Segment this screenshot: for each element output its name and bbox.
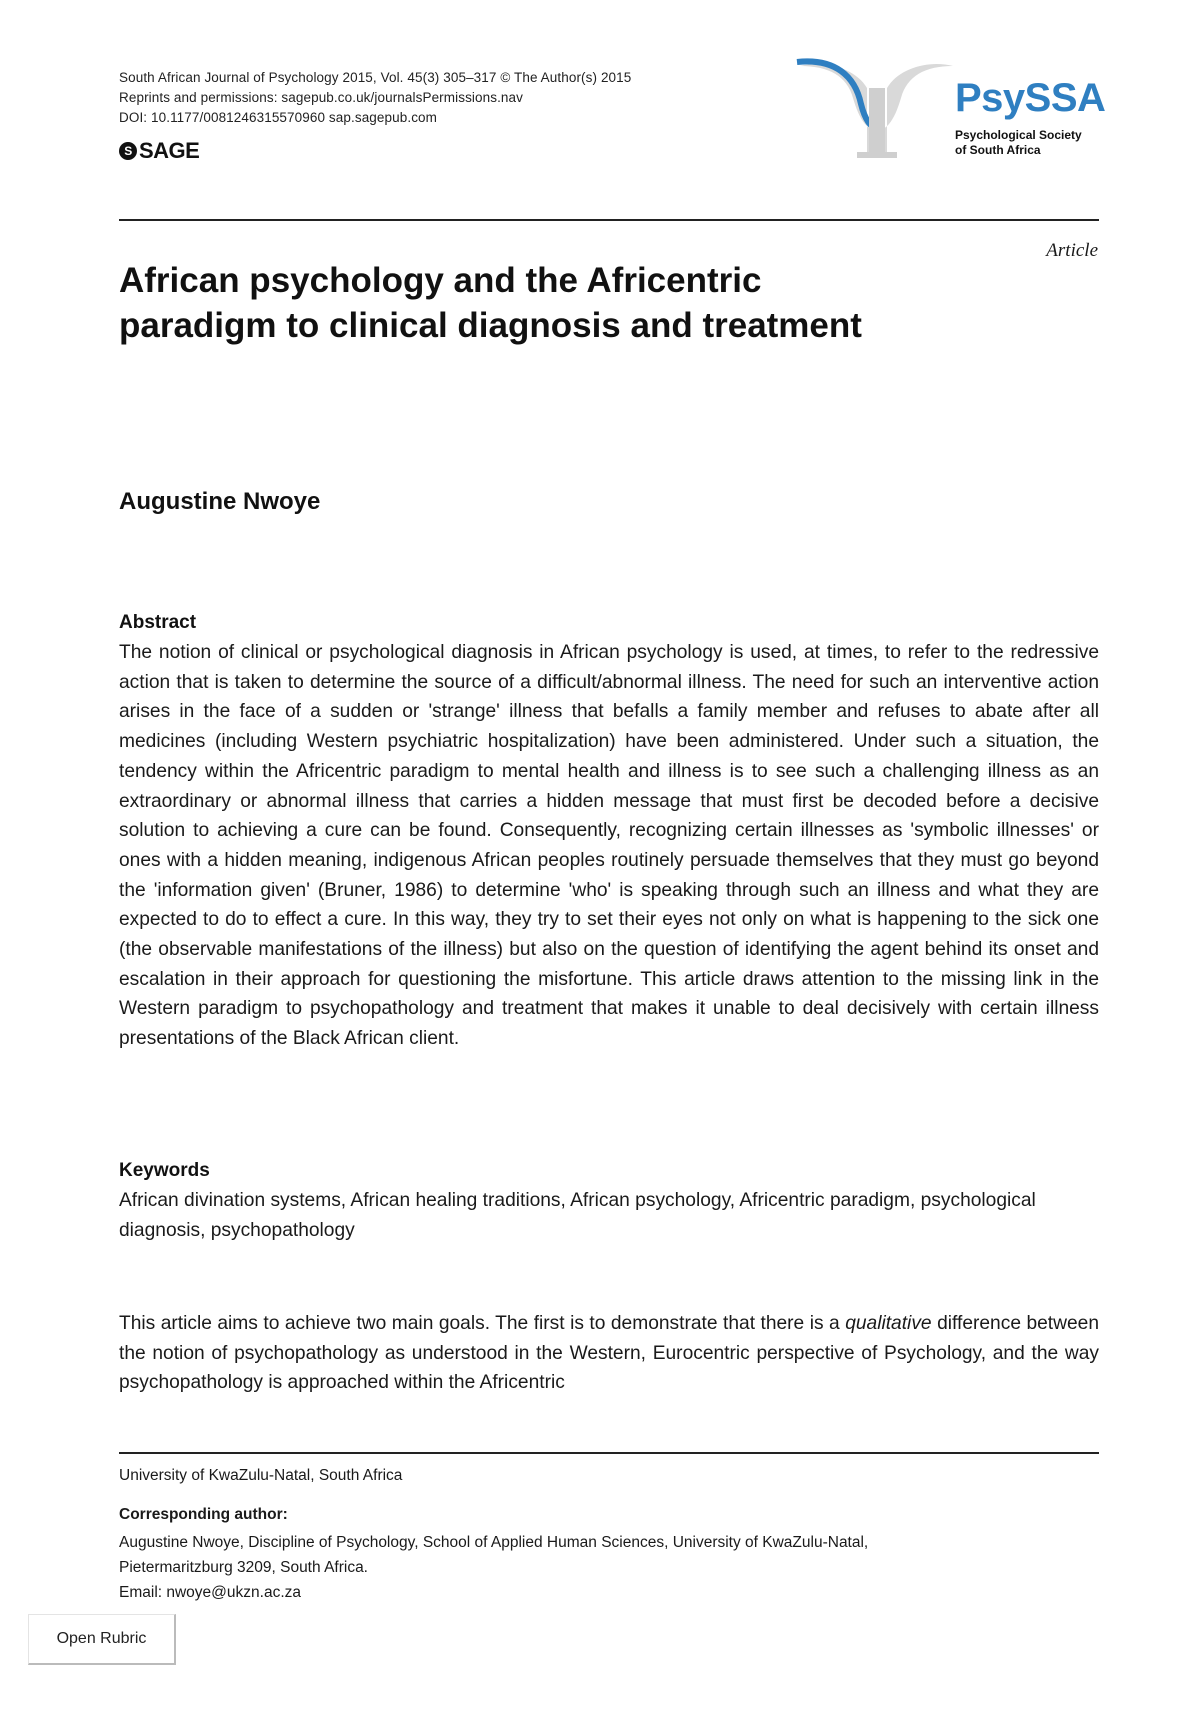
open-rubric-button[interactable] (28, 1614, 176, 1665)
journal-citation: South African Journal of Psychology 2015, Vol. 45(3) 305–317 © The Author(s) 2015 (119, 70, 632, 85)
article-title: African psychology and the Africentric paradigm to clinical diagnosis and treatment (119, 261, 862, 345)
body-text-part1: This article aims to achieve two main goals. The first is to demonstrate that there is a (119, 1313, 846, 1334)
keywords-text: African divination systems, African healing traditions, African psychology, Africentric paradigm, psychological diagnosis, psychopathology (119, 1190, 1036, 1241)
psyssa-logo (795, 58, 1106, 168)
corr-address-line1: Augustine Nwoye, Discipline of Psychology, School of Applied Human Sciences, University of KwaZulu-Natal, (119, 1534, 869, 1551)
body-paragraph (119, 1309, 1099, 1398)
open-rubric-label: Open Rubric (56, 1630, 147, 1647)
journal-metadata (119, 68, 631, 128)
body-text-part2: difference between the notion of psychopathology as understood in the Western, Eurocentric perspective of Psychology, and the way psychopathology is approached within the Africentric (119, 1313, 1100, 1394)
affiliation: University of KwaZulu-Natal, South Africa (119, 1467, 403, 1484)
corr-address-line2: Pietermaritzburg 3209, South Africa. (119, 1559, 368, 1576)
psyssa-logo-text: PsySSA (955, 76, 1106, 120)
abstract-text: The notion of clinical or psychological diagnosis in African psychology is used, at times, to refer to the redressive action that is taken to determine the source of a difficult/abnormal illness. The need for such an interventive action arises in the face of a sudden or 'strange' illness that befalls a family member and refuses to abate after all medicines (including Western psychiatric hospitalization) have been administered. Under such a situation, the tendency within the Africentric paradigm to mental health and illness is to see such a challenging illness as an extraordinary or abnormal illness that carries a hidden message that must first be decoded before a decisive solution to achieving a cure can be found. Consequently, recognizing certain illnesses as 'symbolic illnesses' or ones with a hidden meaning, indigenous African peoples routinely persuade themselves that they must go beyond the 'information given' (Bruner, 1986) to determine 'who' is speaking through such an illness and what they are expected to do to effect a cure. In this way, they try to set their eyes not only on what is happening to the sick one (the observable manifestations of the illness) but also on the question of identifying the agent behind its onset and escalation in their approach for questioning the misfortune. This article draws attention to the missing link in the Western paradigm to psychopathology and treatment that makes it unable to deal decisively with certain illness presentations of the Black African client. (119, 642, 1099, 1050)
corresponding-author-details (119, 1530, 1099, 1605)
article-type-label: Article (1046, 240, 1098, 261)
psi-symbol-icon (795, 58, 955, 168)
sage-logo-text: SAGE (139, 138, 200, 163)
sage-logo (119, 138, 199, 164)
sage-logo-icon: S (119, 142, 137, 160)
permissions-line: Reprints and permissions: sagepub.co.uk/journalsPermissions.nav (119, 90, 523, 105)
corresponding-author-heading: Corresponding author: (119, 1506, 288, 1523)
abstract-heading: Abstract (119, 612, 197, 633)
footnote-divider (119, 1452, 1099, 1454)
psyssa-subtitle (955, 128, 1082, 158)
body-text-emphasis: qualitative (845, 1313, 932, 1334)
psyssa-subtitle-line1: Psychological Society (955, 128, 1082, 142)
doi-line: DOI: 10.1177/0081246315570960 sap.sagepub.com (119, 110, 437, 125)
author-name: Augustine Nwoye (119, 488, 321, 515)
psyssa-subtitle-line2: of South Africa (955, 143, 1041, 157)
corr-email: Email: nwoye@ukzn.ac.za (119, 1584, 302, 1601)
header-divider (119, 219, 1099, 221)
keywords-heading: Keywords (119, 1160, 210, 1181)
